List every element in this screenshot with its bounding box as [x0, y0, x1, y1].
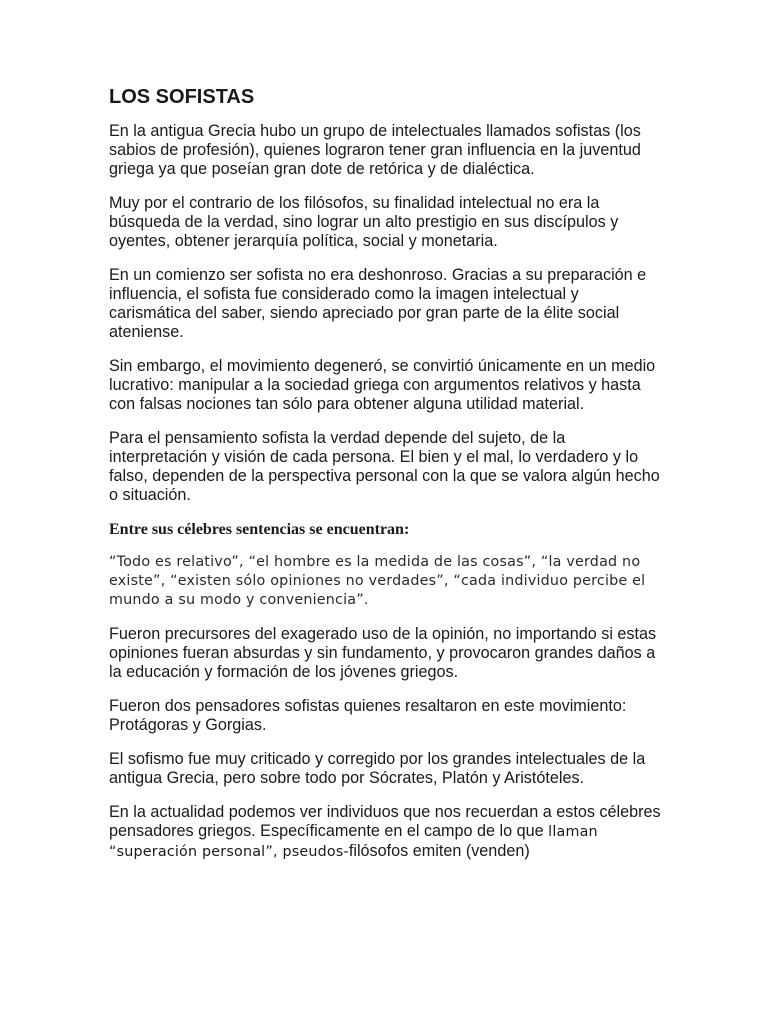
- paragraph-degeneration: Sin embargo, el movimiento degeneró, se convirtió únicamente en un medio lucrativo: manipular a la sociedad griega con argumentos relativos y hasta con falsas nociones tan sólo para obtener alguna utilidad material.: [109, 357, 656, 413]
- paragraph-today-part3: filósofos emiten (venden): [348, 842, 530, 860]
- paragraph-purpose: Muy por el contrario de los filósofos, su finalidad intelectual no era la búsqueda de la verdad, sino lograr un alto prestigio en sus discípulos y oyentes, obtener jerarquía política, social y monetaria.: [109, 194, 619, 250]
- paragraph-truth: Para el pensamiento sofista la verdad depende del sujeto, de la interpretación y visión de cada persona. El bien y el mal, lo verdadero y lo falso, dependen de la perspectiva personal con la que se valora algún hecho o situación.: [109, 429, 660, 504]
- document-page: [109, 84, 661, 877]
- paragraph-today: [109, 803, 661, 862]
- sentences-subheading: Entre sus célebres sentencias se encuentran:: [109, 521, 410, 538]
- paragraph-precursors: Fueron precursores del exagerado uso de la opinión, no importando si estas opiniones fueran absurdas y sin fundamento, y provocaron grandes daños a la educación y formación de los jóvenes griegos.: [109, 625, 657, 681]
- document-title: LOS SOFISTAS: [109, 86, 255, 108]
- paragraph-intro: En la antigua Grecia hubo un grupo de intelectuales llamados sofistas (los sabios de profesión), quienes lograron tener gran influencia en la juventud griega ya que poseían gran dote de retórica y de dialéctica.: [109, 122, 641, 178]
- sentences-quote: “Todo es relativo”, “el hombre es la medida de las cosas”, “la verdad no existe”, “existen sólo opiniones no verdades”, “cada individuo percibe el mundo a su modo y conveniencia”.: [109, 554, 646, 608]
- paragraph-criticism: El sofismo fue muy criticado y corregido por los grandes intelectuales de la antigua Grecia, pero sobre todo por Sócrates, Platón y Aristóteles.: [109, 750, 646, 787]
- paragraph-beginning: En un comienzo ser sofista no era deshonroso. Gracias a su preparación e influencia, el sofista fue considerado como la imagen intelectual y carismática del saber, siendo apreciado por gran parte de la élite social ateniense.: [109, 266, 647, 341]
- paragraph-today-part1: En la actualidad podemos ver individuos que nos recuerdan a estos célebres pensadores griegos. Específicamente en el campo de lo que: [109, 803, 661, 840]
- paragraph-today-part2: llaman “superación personal”, pseudos-: [109, 824, 598, 860]
- paragraph-thinkers: Fueron dos pensadores sofistas quienes resaltaron en este movimiento: Protágoras y Gorgias.: [109, 697, 627, 734]
